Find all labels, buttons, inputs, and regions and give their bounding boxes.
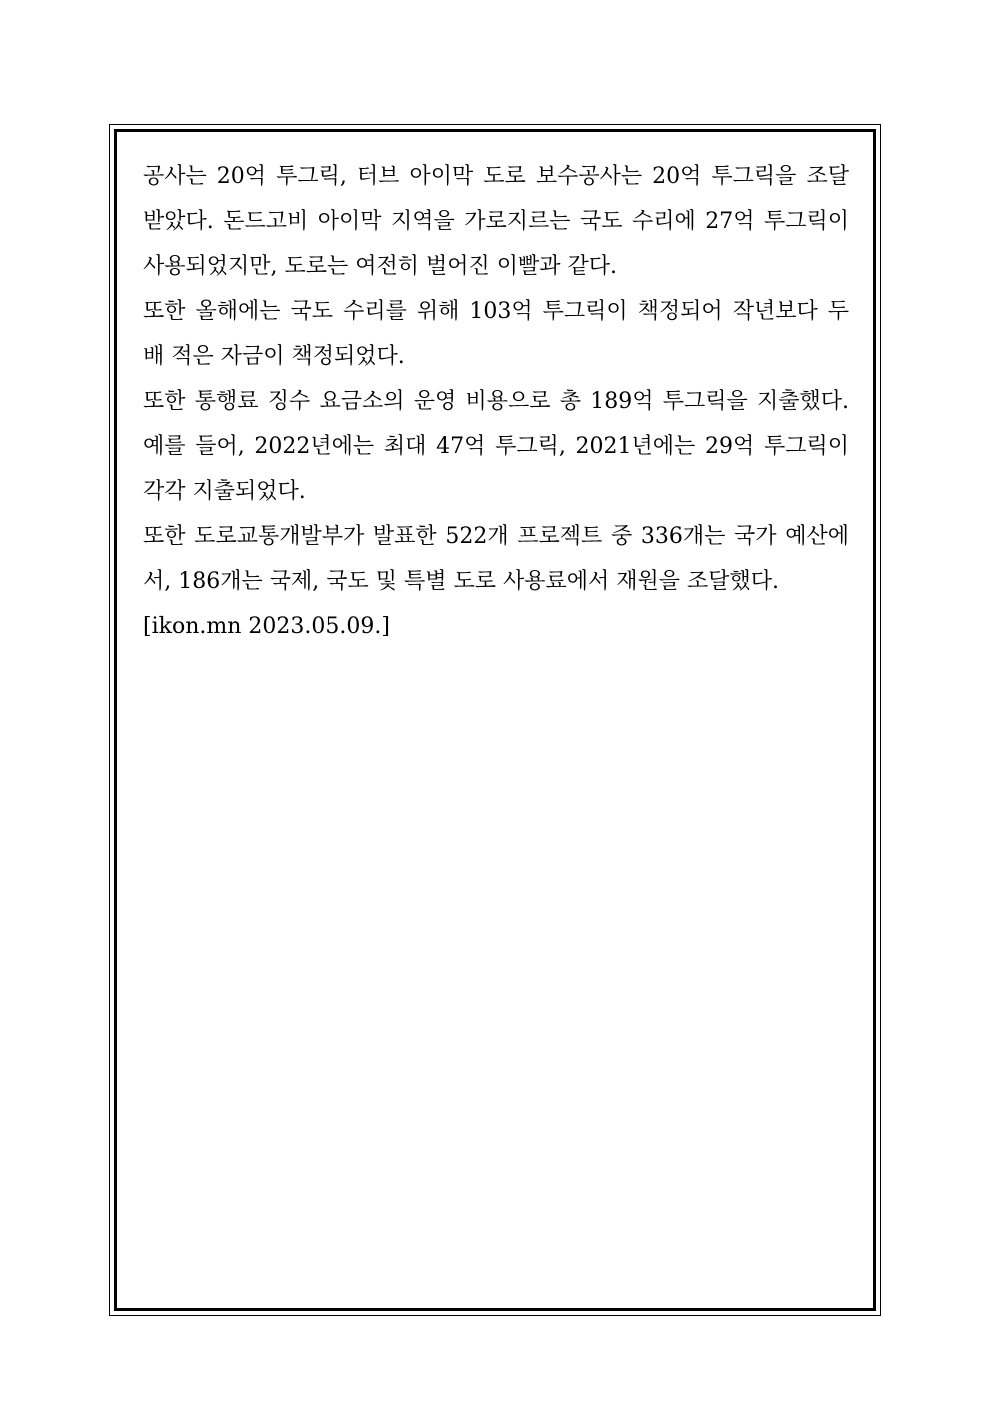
paragraph-4 [143,514,849,604]
text-line: 배 적은 자금이 책정되었다. [143,344,405,369]
source-text: [ikon.mn 2023.05.09.] [143,614,390,639]
text-line: 공사는 20억 투그릭, 터브 아이막 도로 보수공사는 20억 투그릭을 조달 [143,164,849,189]
document-body [143,154,849,649]
text-line: 또한 통행료 징수 요금소의 운영 비용으로 총 189억 투그릭을 지출했다. [143,389,849,414]
text-line: 예를 들어, 2022년에는 최대 47억 투그릭, 2021년에는 29억 투그릭이 [143,434,849,459]
text-line: 서, 186개는 국제, 국도 및 특별 도로 사용료에서 재원을 조달했다. [143,569,779,594]
text-line: 받았다. 돈드고비 아이막 지역을 가로지르는 국도 수리에 27억 투그릭이 [143,209,849,234]
text-line: 또한 도로교통개발부가 발표한 522개 프로젝트 중 336개는 국가 예산에 [143,524,849,549]
paragraph-3 [143,379,849,514]
text-line: 사용되었지만, 도로는 여전히 벌어진 이빨과 같다. [143,254,617,279]
text-line: 각각 지출되었다. [143,479,306,504]
source-citation [143,604,849,649]
text-line: 또한 올해에는 국도 수리를 위해 103억 투그릭이 책정되어 작년보다 두 [143,299,849,324]
paragraph-1 [143,154,849,289]
paragraph-2 [143,289,849,379]
